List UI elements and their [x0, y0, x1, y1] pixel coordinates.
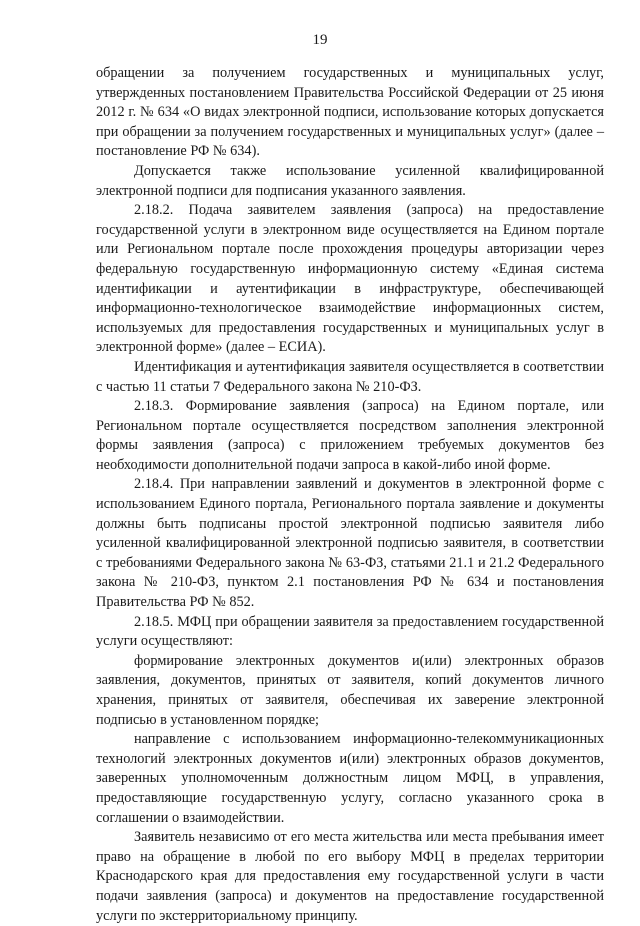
paragraph-2-18-4: 2.18.4. При направлении заявлений и документов в электронной форме с использованием Единого портала, Регионального портала заявление и документы должны быть подписаны простой электронной подписью заявителя либо усиленной квалифицированной электронной подписью заявителя, в соответствии с требованиями Федерального закона № 63-ФЗ, статьями 21.1 и 21.2 Федерального закона № 210-ФЗ, пунктом 2.1 постановления РФ № 634 и постановления Правительства РФ № 852. — [96, 476, 604, 611]
paragraph-2-18-2: 2.18.2. Подача заявителем заявления (запроса) на предоставление государственной услуги в электронном виде осуществляется на Едином портале или Региональном портале после прохождения процедуры авторизации через федеральную государственную информационную систему «Единая система идентификации и аутентификации в инфраструктуре, обеспечивающей информационно-технологическое взаимодействие информационных систем, используемых для предоставления государственных и муниципальных услуг в электронной форме» (далее – ЕСИА). — [96, 202, 604, 356]
paragraph-identification: Идентификация и аутентификация заявителя осуществляется в соответствии с частью 11 статьи 7 Федерального закона № 210-ФЗ. — [96, 358, 604, 395]
paragraph-extraterritorial: Заявитель независимо от его места жительства или места пребывания имеет право на обращение в любой по его выбору МФЦ в пределах территории Краснодарского края для предоставления ему государственной услуги в части подачи заявления (запроса) и документов на предоставление государственной услуги по экстерриториальному принципу. — [96, 829, 604, 924]
paragraph-document-formation: формирование электронных документов и(или) электронных образов заявления, документов, принятых от заявителя, копий документов личного хранения, принятых от заявителя, обеспечивая их заверение электронной подписью в установленном порядке; — [96, 652, 604, 728]
page-body — [96, 64, 604, 926]
paragraph-2-18-3: 2.18.3. Формирование заявления (запроса) на Едином портале, или Региональном портале осуществляется посредством заполнения электронной формы заявления (запроса) с приложением требуемых документов без необходимости дополнительной подачи запроса в какой-либо иной форме. — [96, 398, 604, 473]
page-number: 19 — [312, 32, 328, 48]
paragraph-signature-allowance: Допускается также использование усиленной квалифицированной электронной подписи для подписания указанного заявления. — [96, 162, 604, 199]
paragraph-document-sending: направление с использованием информационно-телекоммуникационных технологий электронных документов и(или) электронных образов документов, заверенных уполномоченным должностным лицом МФЦ, в управления, предоставляющие государственную услугу, согласно указанного срока в соглашении о взаимодействии. — [96, 731, 604, 826]
paragraph-2-18-5: 2.18.5. МФЦ при обращении заявителя за предоставлением государственной услуги осуществляют: — [96, 613, 604, 650]
paragraph-continuation: обращении за получением государственных и муниципальных услуг, утвержденных постановлением Правительства Российской Федерации от 25 июня 2012 г. № 634 «О видах электронной подписи, использование которых допускается при обращении за получением государственных и муниципальных услуг» (далее – постановление РФ № 634). — [96, 65, 604, 160]
